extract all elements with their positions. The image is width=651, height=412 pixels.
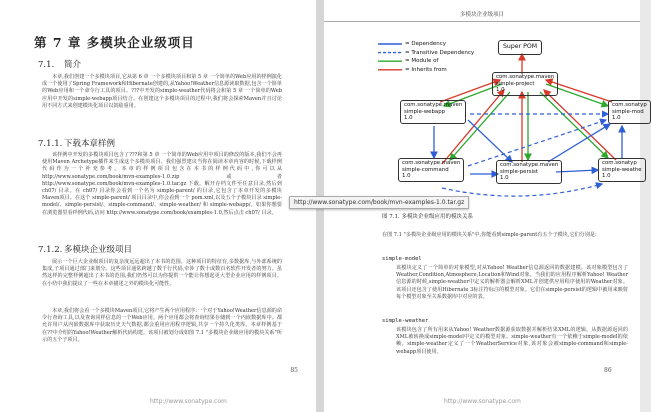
page-number: 85 bbox=[290, 367, 298, 374]
module-description: 该模块定义了一个简单的对象模型,对从Yahoo! Weather信息源返回的数据建模。该对象模型包含了Weather,Condition,Atmosphere,Location和Wind对象。当我们的应用程序解析Yahoo! Weather信息源的时候,simple-weather中定义的解析器会解析XML并创建供应用程序使用的Weather对象。该项目还包含了使用Hibernate 3标注符标注的模型对象。它们在simple-persist的逻辑中被用来映射每个模型对象至关系数据库中对应的表。 bbox=[396, 265, 628, 300]
edge-webapp-persist bbox=[468, 120, 512, 162]
legend-item: = Module of bbox=[405, 58, 439, 65]
paragraph: 展示一个巨大企业级项目的复杂度远远超出了本书的范围。这种项目的特征有,多数据库,与外部系统的集成,子项目通过部门来划分。这些项目通常跨越了数千行代码,牵涉了数十或数百名软件开发者的努力。虽然这样的完整样例超出了本书的范围,我们仍然可以为你提供一个能让你想起更大型企业应用的样例项目。在小结中我们提议了一些在本章描述之外的模块化可能性。 bbox=[42, 259, 282, 287]
section-heading: 7.1.1. 下载本章样例 bbox=[38, 139, 116, 149]
legend-item: = Inherits from bbox=[405, 66, 447, 73]
node-simple-persist: com.sonatype.maven simple-persist 1.0 bbox=[496, 160, 562, 184]
node-super-pom: Super POM bbox=[498, 40, 542, 55]
module-diagram bbox=[372, 34, 647, 202]
legend-item: = Dependency bbox=[405, 41, 446, 47]
page-number: 86 bbox=[604, 367, 612, 374]
paragraph: 在图 7.1 "多模块企业级应用的模块关系"中,你能看到simple-parent有五个子模块,它们分别是: bbox=[382, 232, 597, 238]
node-simple-project: com.sonatype.maven simple-project 1.0 bbox=[492, 72, 558, 96]
section-heading: 7.1. 简介 bbox=[38, 60, 82, 70]
left-page bbox=[0, 0, 316, 412]
link-url-tooltip[interactable]: http://www.sonatype.com/book/mvn-examples-1.0.tar.gz bbox=[289, 196, 469, 209]
edge-command-weather-transitive bbox=[442, 184, 602, 196]
paragraph: 该样例中开发的多模块项目包含了???和第 5 章 一个简单的Web应用中项目的修改的版本,我们不会再使用Maven Archetype插件来生成这个多模块项目。我们强烈建议当你在阅读本章内容的时候,下载样例代码作为一个补充参考。本章的样例项目包含在本书的样例代码中,你可以从 http://www.sonatype.com/book/mvn-examples-1.0.zip 或者 http://www.sonatype.com/book/mvn-examples-1.0.tar.gz 下载。解开存档文件至任意目录,然后到 ch07/ 目录。在 ch07/ 目录你会看到一个名为 simple-parent/ 的目录,它包含了本章开发的多模块Maven项目。在这个 simple-parent/ 项目目录中,你会看到一个 pom.xml,以及五个子模块目录 simple-model/、simple-persist/、simple-command/、simple-weather/ 和 simple-webapp/。如果你想要在浏览器里看样例代码,访问 http://www.sonatype.com/book/examples-1.0,然后点击 ch07/ 目录。 bbox=[42, 152, 282, 216]
figure-caption: 图 7.1. 多模块企业级应用的模块关系 bbox=[382, 214, 473, 220]
watermark: http://www.sonatype.com bbox=[150, 398, 227, 405]
edge-weather-project bbox=[544, 90, 616, 160]
node-simple-command: com.sonatype.maven simple-command 1.0 bbox=[398, 158, 464, 182]
node-simple-weather: com.sonatyp simple-weathe 1.0 bbox=[598, 158, 646, 182]
running-header: 多模块企业级项目 bbox=[324, 10, 640, 22]
node-simple-model: com.sonatyp simple-mod 1.0 bbox=[608, 100, 651, 124]
diagram-legend bbox=[376, 40, 474, 74]
module-term: simple-model bbox=[382, 256, 422, 262]
chapter-title: 第 7 章 多模块企业级项目 bbox=[34, 35, 195, 50]
paragraph: 本章,我们将会看一个多模块Maven项目,它将产生两个应用程序:一个对于Yahoo!Weather信息源的命令行查询工具,以及查询同样信息的一个Web应用。两个应用都会将查询结果存储到一个内嵌数据库中。都允许用户从内嵌数据库中获取历史天气数据,都会重用应用程序逻辑,共享一个持久化类库。本章样例基于在??中介绍的Yahoo!Weather解析代码构建。该项目被划分成如图 7.1 "多模块企业级应用的模块关系"所示的五个子项目。 bbox=[42, 308, 282, 343]
module-term: simple-weather bbox=[382, 318, 429, 324]
node-simple-webapp: com.sonatype.maven simple-webapp 1.0 bbox=[400, 100, 466, 124]
paragraph: 本章,我们创建一个多模块项目,它从第 6 章 一个多模块项目和第 5 章 一个简单的Web应用的样例演化成一个使用了Spring Framework和Hibernate创建的,从Yahoo!Weather信息源读取数据,包含一个简单的Web应用和一个命令行工具的项目。???中开发的simple-weather代码将会和第 5 章 一个简单的Web应用中开发的simple-webapp项目结合。在创建这个多模块项目的过程中,我们将会探索Maven并且讨论用不同方式来创建模块化项目以鼓励重用。 bbox=[42, 74, 282, 109]
watermark: http://www.sonatype.com bbox=[444, 398, 521, 405]
edge-persist-weather bbox=[556, 170, 598, 172]
section-heading: 7.1.2. 多模块企业级项目 bbox=[38, 245, 133, 255]
legend-item: = Transitive Dependency bbox=[405, 49, 475, 56]
module-description: 该模块包含了所有用来从Yahoo! Weather数据源获取数据并解析结果XML的逻辑。从数据源返回的XML被转换成simple-model中定义的模型对象。simple-weather有一个依赖于simple-model的依赖。simple-weather定义了一个WeatherService对象,该对象会被simple-command和simple-webapp项目使用。 bbox=[396, 327, 628, 355]
edge-webapp-project bbox=[440, 80, 500, 102]
